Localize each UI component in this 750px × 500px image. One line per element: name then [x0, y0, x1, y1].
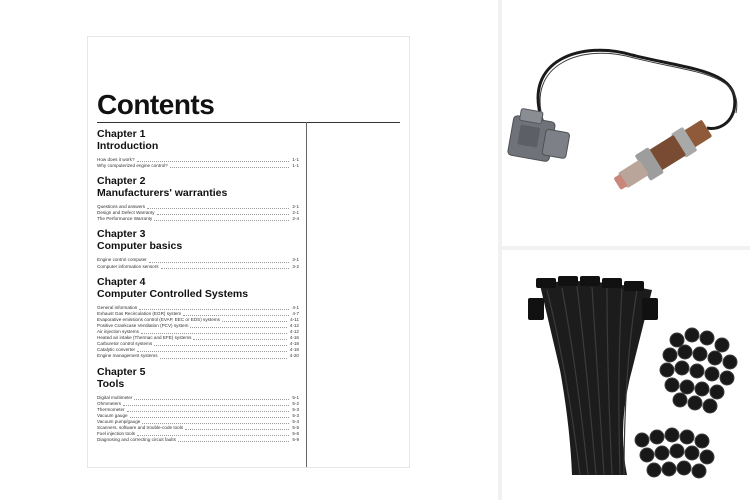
toc-entry-text: Vacuum gauge [97, 412, 128, 418]
toc-entry [97, 264, 299, 270]
chapter-title: Tools [97, 377, 125, 390]
toc-entry [97, 353, 299, 359]
toc-entry-page: 5-9 [292, 437, 299, 443]
chapter-number: Chapter 2 [97, 175, 146, 188]
chapter-title: Manufacturers' warranties [97, 187, 228, 200]
toc-entry-page: 4-12 [289, 329, 299, 335]
column-rule [306, 122, 307, 467]
sensor-image-panel[interactable] [502, 0, 750, 246]
toc-leader [222, 321, 287, 322]
chapter-number: Chapter 5 [97, 365, 146, 378]
toc-entry-page: 5-6 [292, 431, 299, 437]
chapter-title: Computer Controlled Systems [97, 287, 249, 300]
toc-leader [154, 345, 287, 346]
toc-entry [97, 163, 299, 169]
toc-entry-page: 5-3 [292, 412, 299, 418]
toc-entry-text: Fuel injection tools [97, 431, 136, 437]
toc-entry-page: 4-1 [292, 304, 299, 310]
toc-entry-page: 5-5 [292, 424, 299, 430]
toc-entry-page: 5-1 [292, 394, 299, 400]
toc-entry-text: General information [97, 304, 138, 310]
toc-entry-page: 5-2 [292, 400, 299, 406]
toc-leader [190, 327, 286, 328]
toc-leader [170, 167, 290, 168]
ties-and-clips-illustration [502, 250, 750, 500]
toc-entry-page: 4-12 [289, 322, 299, 328]
push-rivet-clips-icon [635, 328, 737, 478]
chapter-block [97, 175, 299, 222]
toc-leader [130, 417, 290, 418]
toc-leader [157, 214, 290, 215]
toc-leader [160, 358, 287, 359]
chapter-title: Computer basics [97, 240, 183, 253]
toc-entry-page: 3-2 [292, 263, 299, 269]
toc-entry-text: Computer information sensors [97, 263, 159, 269]
toc-entry-text: Vacuum pump/gauge [97, 418, 141, 424]
table-of-contents [97, 128, 299, 449]
chapter-block [97, 228, 299, 269]
toc-leader [137, 435, 289, 436]
toc-leader [127, 411, 290, 412]
toc-entry [97, 437, 299, 443]
toc-entry-text: Questions and answers [97, 204, 146, 210]
chapter-number: Chapter 1 [97, 128, 146, 140]
toc-leader [161, 268, 290, 269]
toc-entry-page: 1-1 [292, 163, 299, 169]
chapter-block [97, 366, 299, 444]
toc-leader [178, 441, 289, 442]
toc-leader [183, 315, 289, 316]
toc-entry-text: The Performance Warranty [97, 216, 153, 222]
toc-leader [137, 351, 287, 352]
toc-entry-text: Engine control computer [97, 257, 147, 263]
toc-leader [154, 220, 289, 221]
toc-entry-page: 4-7 [292, 310, 299, 316]
toc-leader [134, 399, 289, 400]
toc-entry-text: Digital multimeter [97, 394, 133, 400]
toc-entry-page: 5-4 [292, 418, 299, 424]
toc-entry-text: Heated air intake (Thermac and EFE) systems [97, 335, 192, 341]
chapter-number: Chapter 3 [97, 228, 146, 241]
toc-entry-text: Scanners, software and trouble-code tools [97, 424, 184, 430]
toc-entry-page: 2-1 [292, 204, 299, 210]
toc-entry-text: Evaporative emissions control (EVAP, EEC or EDS) systems [97, 316, 220, 322]
toc-entry-text: How does it work? [97, 157, 135, 162]
toc-entry-text: Air injection systems [97, 329, 139, 335]
toc-entry-page: 2-1 [292, 210, 299, 216]
toc-entry-text: Diagnosing and correcting circuit faults [97, 437, 176, 443]
page-title: Contents [97, 89, 215, 120]
toc-leader [141, 333, 287, 334]
chapter-block [97, 276, 299, 360]
toc-leader [193, 339, 286, 340]
toc-entry-page: 4-18 [289, 347, 299, 353]
toc-leader [147, 208, 289, 209]
toc-entry-page: 4-18 [289, 341, 299, 347]
toc-entry-text: Ohmmeters [97, 400, 121, 406]
chapter-number: Chapter 4 [97, 275, 146, 288]
toc-entry [97, 216, 299, 222]
toc-entry-page: 1-1 [292, 157, 299, 162]
toc-entry-page: 5-3 [292, 406, 299, 412]
toc-leader [149, 262, 290, 263]
toc-leader [142, 423, 289, 424]
toc-leader [185, 429, 289, 430]
toc-leader [123, 405, 289, 406]
toc-entry-text: Thermometer [97, 406, 125, 412]
toc-entry-page: 2-4 [292, 216, 299, 222]
toc-entry-page: 4-16 [289, 335, 299, 341]
title-rule [97, 122, 400, 123]
toc-leader [137, 161, 290, 162]
chapter-title: Introduction [97, 140, 159, 152]
oxygen-sensor-icon [502, 0, 750, 246]
chapter-block [97, 128, 299, 169]
contents-page [87, 36, 410, 468]
toc-entry-text: Catalytic converter [97, 347, 136, 353]
toc-entry-text: Why computerized engine control? [97, 163, 168, 169]
toc-entry-page: 4-11 [290, 316, 299, 322]
toc-entry-text: Exhaust Gas Recirculation (EGR) system [97, 310, 182, 316]
toc-entry-text: Engine management systems [97, 353, 158, 359]
toc-entry-text: Carburetor control systems [97, 341, 153, 347]
toc-entry-page: 4-20 [289, 353, 299, 359]
toc-entry-text: Positive Crankcase Ventilation (PCV) system [97, 322, 189, 328]
ties-image-panel[interactable] [502, 250, 750, 500]
toc-entry-text: Design and Defect Warranty [97, 210, 155, 216]
toc-entry-page: 3-1 [292, 257, 299, 263]
toc-leader [139, 309, 289, 310]
